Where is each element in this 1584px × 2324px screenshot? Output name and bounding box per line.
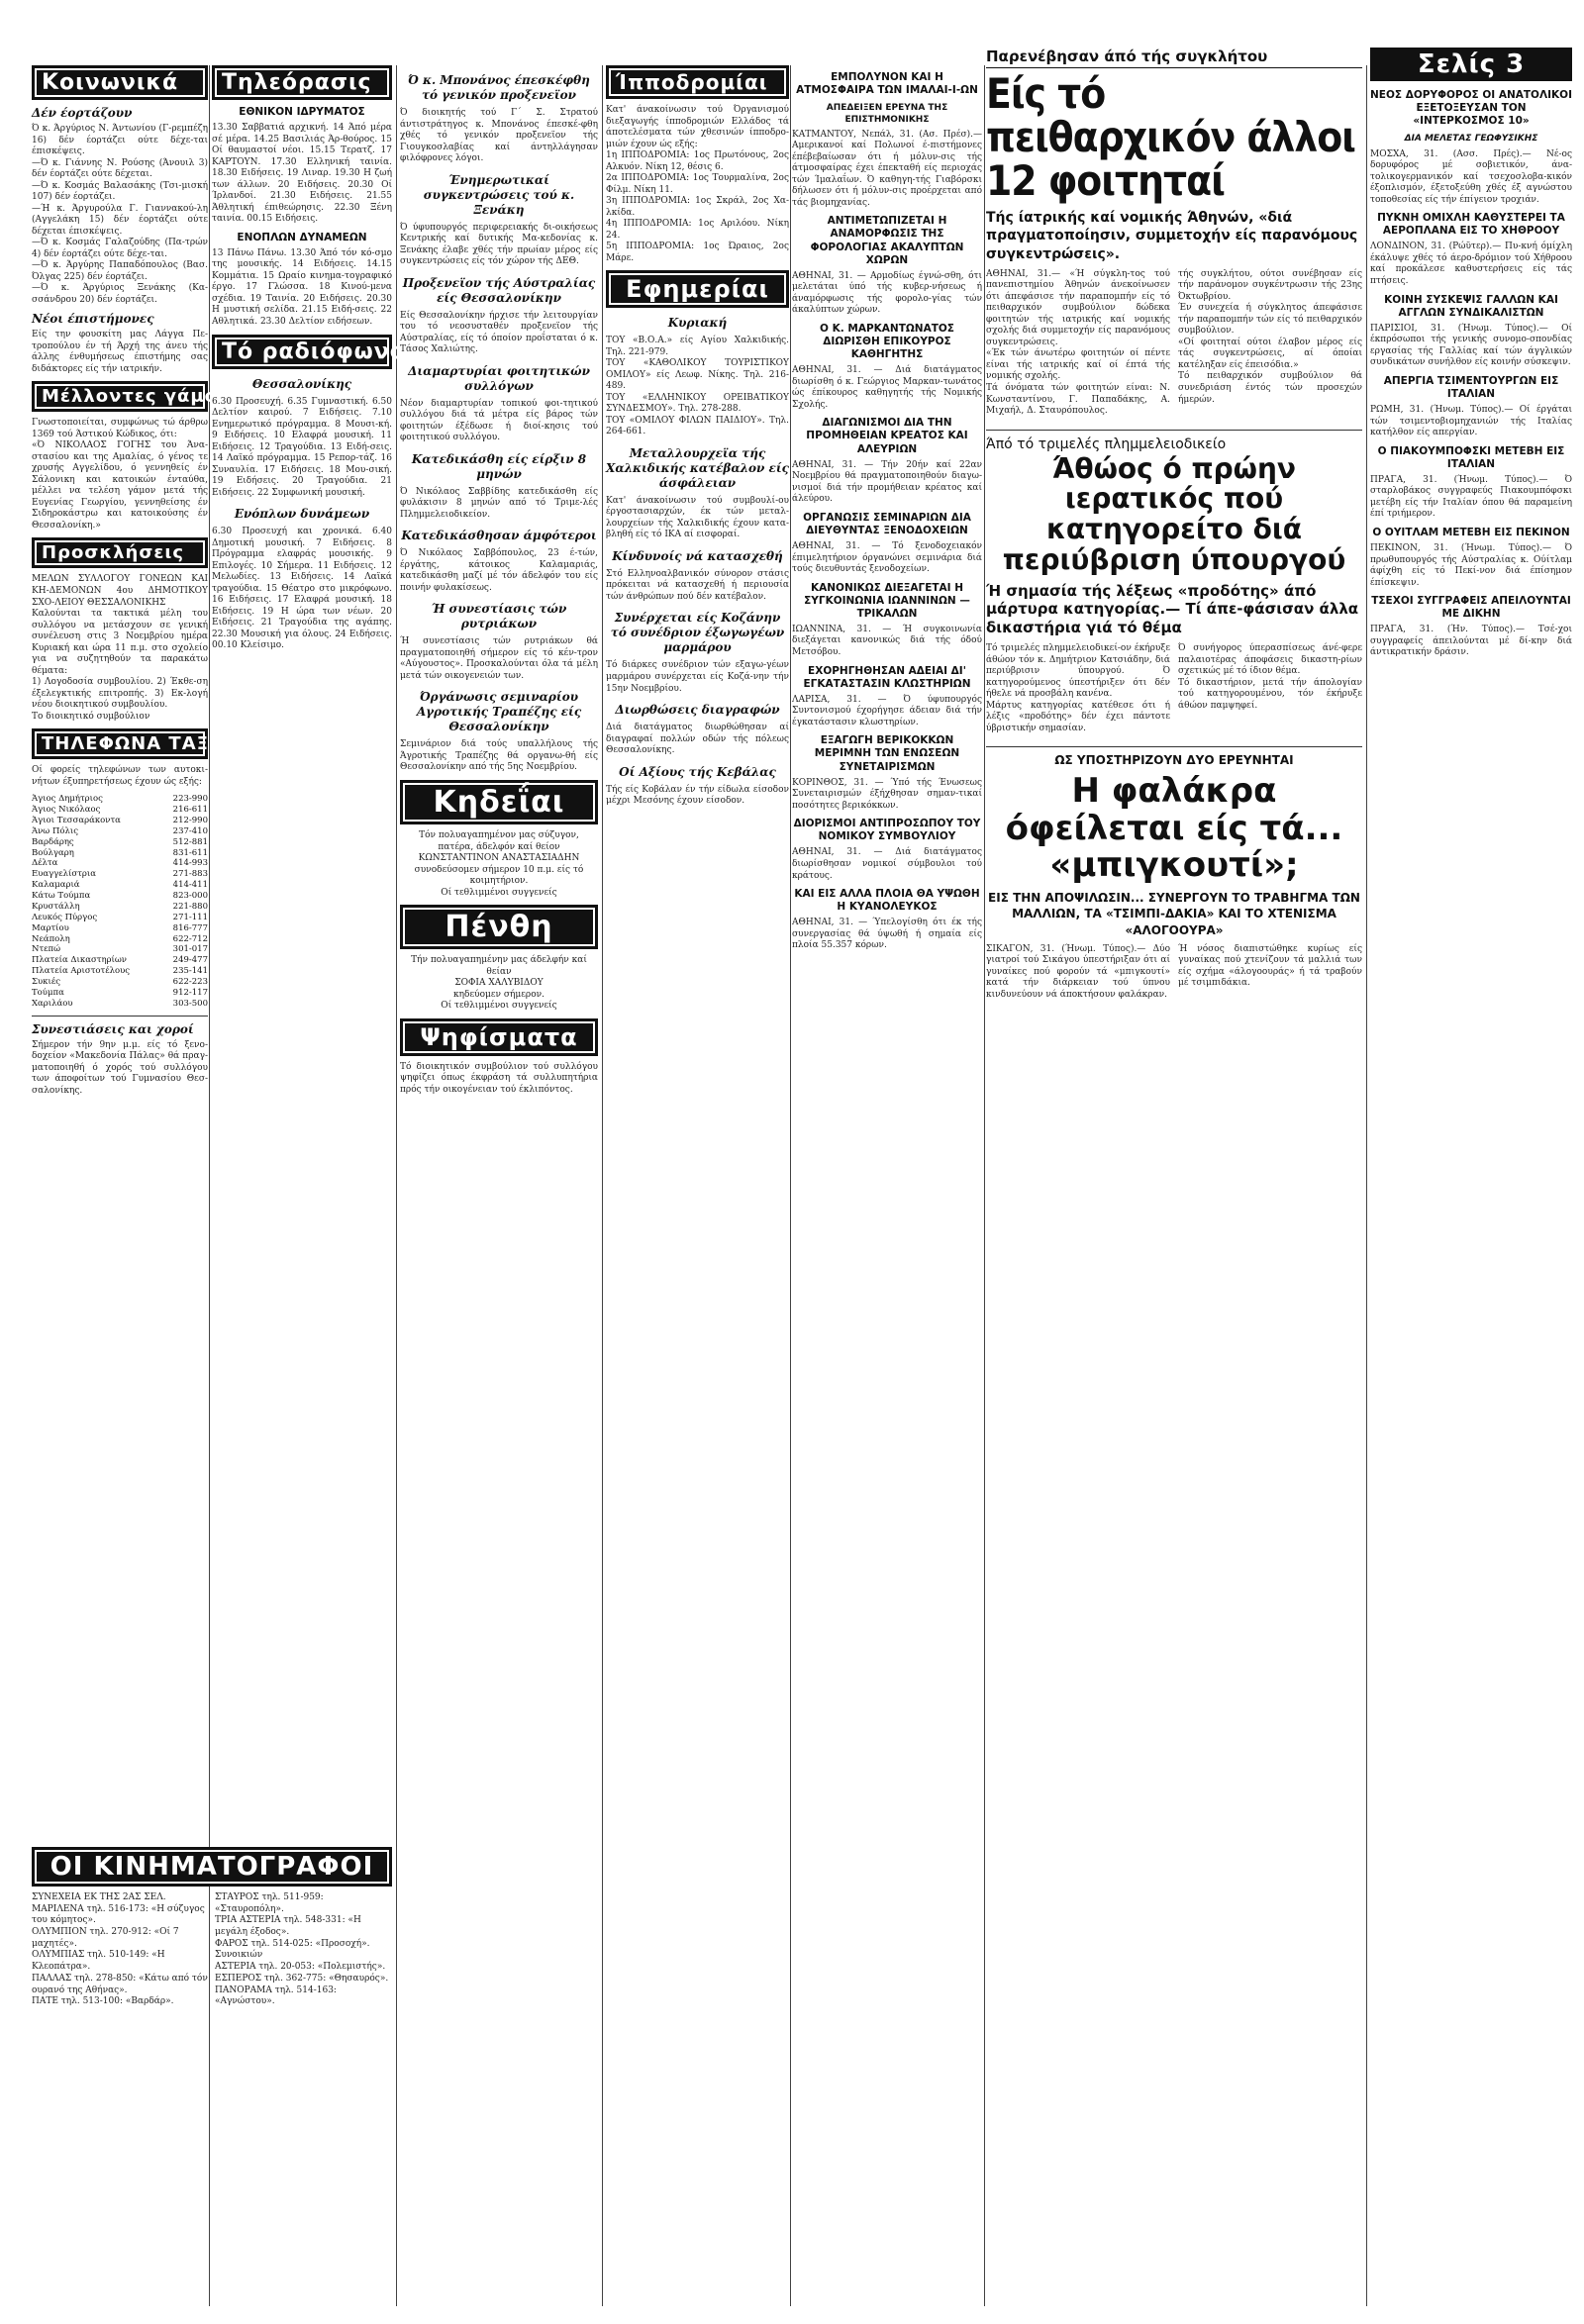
section-banner-tv: Τηλεόρασις: [212, 65, 392, 100]
article-title: Οί Αξίους τής Κεβάλας: [619, 764, 776, 779]
article-text: Ό διοικητής τού Γ΄ Σ. Στρατού άντιστράτηγος κ. Μπονάνος έπεσκέ-φθη χθές τό γενικόν προξενεϊον τής Γιουγκοσλαβίας καί άντηλλάγησαν φιλόφρονες λόγοι.: [400, 108, 598, 164]
taxi-phone-row: [32, 858, 208, 869]
taxi-phone-list: [32, 794, 208, 1010]
lead-text-right: τής συγκλήτου, ούτοι συνέβησαν είς τήν παράνομον συγκέντρωσιν τής 23ης Όκτωβρίου. Έν συνεχεία ή σύγκλητος άπεφάσισε τήν παραπομπήν τών είς τό πειθαρχικόν συμβούλιον. «Οί φοιτηταί ούτοι έλαβον μέρος είς τάς συγκεντρώσεις, αί όποίαι κατέληξαν είς έπεισόδια.» Τό πειθαρχικόν συμβούλιον θά συνεδριάση έντός τών προσεχών ήμερών.: [1178, 268, 1362, 405]
tv-text-eirt: 13.30 Σαββατιά αρχικνή. 14 Άπό μέρα σέ μέρα. 14.25 Βασιλιάς Άρ-θούρος. 15 Οί θαυμαστοί νέοι. 15.15 Τερατζ. 17 ΚΑΡΤΟΥΝ. 17.30 Ελληνική ταινία. 18.30 Ειδήσεις. 19 Λιναρ. 19.30 Η ζωή των άλλων. 20 Ειδήσεις. 20.30 Οί Ίρλανδοί. 21.30 Ειδήσεις. 21.55 Άθλητική έπιθεώρησις. 22.30 Ξένη ταινία. 00.15 Ειδήσεις.: [212, 123, 392, 225]
taxi-station-name: Βαρδάρης: [32, 836, 74, 847]
column-rule: [396, 65, 397, 2306]
divider: [986, 430, 1362, 431]
news-text: ΠΡΑΓΑ, 31. (Ήν. Τύπος).— Τσέ-χοι συγγραφείς άπειλούνται μέ δί-κην διά άντικρατικήν δράσιν.: [1370, 625, 1572, 658]
article-title: Όργάνωσις σεμιναρίου Αγροτικής Τραπέζης είς Θεσσαλονίκην: [416, 690, 582, 734]
news-subhead: ΔΙΑ ΜΕΛΕΤΑΣ ΓΕΩΦΥΣΙΚΗΣ: [1404, 134, 1538, 145]
taxi-station-number: 622-223: [172, 977, 208, 988]
efimeriai-text: ΤΟΥ «Β.Ο.Α.» είς Αγίου Χαλκιδικής. Τηλ. 221-979. ΤΟΥ «ΚΑΘΟΛΙΚΟΥ ΤΟΥΡΙΣΤΙΚΟΥ ΟΜΙΛΟΥ» είς Λεωφ. Νίκης. Τηλ. 216-489. ΤΟΥ «ΕΛΛΗΝΙΚΟΥ ΟΡΕΙΒΑΤΙΚΟΥ ΣΥΝΔΕΣΜΟΥ». Τηλ. 278-288. ΤΟΥ «ΟΜΙΛΟΥ ΦΙΛΩΝ ΠΑΙΔΙΟΥ». Τηλ. 264-661.: [606, 336, 789, 437]
article-text: Είς Θεσσαλονίκην ήρχισε τήν λειτουργίαν του τό νεοσυσταθέν προξενεϊον τής Αύστραλίας, είς τό όποίον προΐσταται ό κ. Τάσος Χαλιώτης.: [400, 310, 598, 355]
article-title: Διαμαρτυρίαι φοιτητικών συλλόγων: [408, 363, 590, 393]
taxi-station-name: Άγιος Δημήτριος: [32, 794, 103, 805]
cinema-banner-wrap: [32, 1847, 392, 1892]
taxi-station-name: Άγιοι Τεσσαράκοντα: [32, 815, 121, 825]
page-number-badge: Σελίς 3: [1370, 48, 1572, 81]
article-title: Συνέρχεται είς Κοζάνην τό συνέδριον έξωγωγέων μαρμάρου: [610, 611, 785, 655]
article-text: Σεμινάριον διά τούς υπαλλήλους τής Άγροτικής Τραπέζης θά οργανω-θή είς Θεσσαλονίκην από τής 5ης Νοεμβρίου.: [400, 739, 598, 773]
taxi-station-name: Μαρτίου: [32, 922, 69, 933]
taxi-phone-row: [32, 837, 208, 848]
taxi-phone-row: [32, 988, 208, 999]
news-text: ΡΩΜΗ, 31. (Ήνωμ. Τύπος).— Οί έργάται τών τσιμεντοβιομηχανιών τής Ιταλίας κατήλθον είς απεργίαν.: [1370, 405, 1572, 438]
article-text: Τής είς Κοβάλαν έν τήν είδωλα είσοδον μέχρι Μεσόνης έχουν είσοδον.: [606, 784, 789, 807]
taxi-station-number: 212-990: [172, 815, 208, 825]
news-headline: ΠΥΚΝΗ ΟΜΙΧΛΗ ΚΑΘΥΣΤΕΡΕΙ ΤΑ ΑΕΡΟΠΛΑΝΑ ΕΙΣ ΤΟ ΧΗΘΡΟΟΥ: [1377, 212, 1565, 238]
taxi-phone-row: [32, 913, 208, 923]
taxi-phone-row: [32, 794, 208, 805]
gamoi-text: Γνωστοποιείται, συμφώνως τώ άρθρω 1369 τού Άστικού Κώδικος, ότι: «Ό ΝΙΚΟΛΑΟΣ ΓΟΓΗΣ του Άνα-στασίου και της Αμαλίας, ό γένος τε χρυσής Αγγελίδου, ό γεννηθείς έν Σάλονικη και κατοικών ένταύθα, μέλλει να τελέση γάμον μετά τής Ευγενίας Γεωργίου, γεννηθείσης έν Σιδηροκάστρω και κατοικούσης έν Θεσσαλονίκη.»: [32, 418, 208, 531]
column-social: [32, 65, 227, 1839]
news-text: ΑΘΗΝΑΙ, 31. — Τήν 20ήν καί 22αν Νοεμβρίου θά πραγματοποιηθούν διαγω-νισμοί διά τήν προμήθειαν κρέατος καί άλεύρου.: [792, 459, 982, 505]
taxi-station-name: Πλατεία Αριστοτέλους: [32, 966, 131, 977]
tv-head-yened: ΕΝΟΠΛΩΝ ΔΥΝΑΜΕΩΝ: [237, 231, 367, 243]
taxi-station-name: Λευκός Πύργος: [32, 912, 98, 922]
article-title: Διωρθώσεις διαγραφών: [615, 703, 780, 718]
taxi-station-number: 303-500: [172, 998, 208, 1009]
article-text: Ή συνεστίασις τών ρυτριάκων θά πραγματοποιηθή σήμερον είς τό κέν-τρον «Αύγουστος». Προσκαλούνται όλα τά μέλη μετά τών οικογενειών των.: [400, 636, 598, 681]
section-banner-prosklisis: Προσκλήσεις: [32, 537, 208, 568]
taxi-phone-row: [32, 848, 208, 859]
taxi-station-name: Βούλγαρη: [32, 847, 74, 858]
taxi-station-name: Ντεπώ: [32, 944, 61, 955]
second-subhead: Ή σημασία τής λέξεως «προδότης» άπό μάρτυρα κατηγορίας.— Τί άπε-φάσισαν άλλα δικαστήρια γιά τό θέμα: [986, 581, 1359, 637]
news-text: ΜΟΣΧΑ, 31. (Ασσ. Πρές).— Νέ-ος δορυφόρος μέ σοβιετικόν, άνα-τολικογερμανικόν καί τσεχοσλοβα-κικόν έξοπλισμόν, έξετοξεύθη χθές έξ αγνώστου τοποθεσίας είς τήν έπίγειον τροχιάν.: [1370, 148, 1572, 205]
article-title: Κατεδικάσθησαν άμφότεροι: [401, 529, 597, 543]
article-text: Νέον διαμαρτυρίαν τοπικού φοι-τητικού συλλόγου διά τά μέτρα είς βάρος τών φοιτητών έξέδωσε ή διοί-κησις τού φοιτητικού συλλόγου.: [400, 398, 598, 443]
taxi-phone-row: [32, 826, 208, 837]
article-text: Στό Ελληνοαλβανικόν σύνορον στάσις πρόκειται νά κατασχεθή ή περιουσία τών άνθρώπων πού δέν κατέβαλον.: [606, 568, 789, 602]
taxi-phone-row: [32, 955, 208, 966]
radio-head-armed: Ενόπλων δυνάμεων: [234, 507, 370, 522]
news-headline: Ο Κ. ΜΑΡΚΑΝΤΩΝΑΤΟΣ ΔΙΩΡΙΣΘΗ ΕΠΙΚΟΥΡΟΣ ΚΑΘΗΓΗΤΗΣ: [820, 322, 954, 361]
radio-text-armed: 6.30 Προσευχή και χρονικά. 6.40 Δημοτική μουσική. 7 Ειδήσεις. 8 Πρόγραμμα ελαφράς μουσικής. 9 Επιλογές. 10 Σήμερα. 11 Ειδήσεις. 12 Μελωδίες. 13 Ειδήσεις. 14 Λαϊκά τραγούδια. 15 Θέατρο στο μικρόφωνο. 16 Ειδήσεις. 17 Ελαφρά μουσική. 18 Ειδήσεις. 19 Η ώρα των νέων. 20 Ειδήσεις. 21 Τραγούδια της αγάπης. 22.30 Μουσική για όλους. 24 Ειδήσεις. 00.10 Κλείσιμο.: [212, 527, 392, 651]
news-text: ΑΘΗΝΑΙ, 31. — Τό ξενοδοχειακόν έπιμελητήριον όργανώνει σεμινάρια διά τούς διευθυντάς ξενοδοχείων.: [792, 541, 982, 575]
third-body: [986, 944, 1362, 1008]
article-title: Ένημερωτικαί συγκεντρώσεις τού κ. Ξενάκη: [423, 172, 575, 217]
lead-body: [986, 269, 1362, 424]
taxi-station-name: Κρυστάλλη: [32, 901, 80, 912]
taxi-station-name: Άγιος Νικόλαος: [32, 805, 101, 816]
news-text: ΠΑΡΙΣΙΟΙ, 31. (Ήνωμ. Τύπος).— Οί έκπρόσωποι τής γενικής συνομο-σπονδίας εργασίας τής Γαλλίας καί τών άγγλικών συνδικάτων συνήλθον είς κοινήν σύσκεψιν.: [1370, 323, 1572, 368]
taxi-station-number: 912-117: [172, 987, 208, 998]
divider: [32, 1016, 208, 1017]
taxi-station-number: 831-611: [172, 847, 208, 858]
news-headline: ΝΕΟΣ ΔΟΡΥΦΟΡΟΣ ΟΙ ΑΝΑΤΟΛΙΚΟΙ ΕΞΕΤΟΞΕΥΣΑΝ ΤΟΝ «ΙΝΤΕΡΚΟΣΜΟΣ 10»: [1370, 89, 1572, 128]
article-title: Ό κ. Μπονάνος έπεσκέφθη τό γενικόν προξενεϊον: [408, 73, 590, 102]
column-tv-radio: [212, 65, 422, 1839]
prosklisis-text: ΜΕΛΩΝ ΣΥΛΛΟΓΟΥ ΓΟΝΕΩΝ ΚΑΙ ΚΗ-ΔΕΜΟΝΩΝ 4ου ΔΗΜΟΤΙΚΟΥ ΣΧΟ-ΛΕΙΟΥ ΘΕΣΣΑΛΟΝΙΚΗΣ Καλούνται τα τακτικά μέλη του συλλόγου να μετάσχουν σε γενική συνέλευση στις 3 Νοεμβρίου ημέρα Κυριακή και ώρα 11 π.μ. στο σχολείο για να συζητηθούν τα παρακάτω θέματα: 1) Λογοδοσία συμβουλίου. 2) Έκθε-ση έξελεγκτικής επιτροπής. 3) Εκ-λογή νέου διοικητικού συμβουλίου. Το διοικητικό συμβούλιον: [32, 574, 208, 722]
taxi-phone-row: [32, 816, 208, 826]
section-banner-cinema: ΟΙ ΚΙΝΗΜΑΤΟΓΡΑΦΟΙ: [32, 1847, 392, 1887]
news-text: ΑΘΗΝΑΙ, 31. — Διά διατάγματος διωρίσθησαν νομικοί σύμβουλοι τού κράτους.: [792, 847, 982, 881]
section-banner-ippodromiai: Ίπποδρομίαι: [606, 65, 789, 99]
section-title-synel: Συνεστιάσεις και χοροί: [32, 1021, 194, 1036]
taxi-station-number: 823-000: [172, 891, 208, 902]
news-text: ΑΘΗΝΑΙ, 31. — Διά διατάγματος διωρίσθη ό κ. Γεώργιος Μαρκαν-τωνάτος ώς έπίκουρος καθηγητής τής Νομικής Σχολής.: [792, 365, 982, 410]
taxi-phone-row: [32, 805, 208, 816]
divider: [986, 746, 1362, 747]
news-text: ΛΟΝΔΙΝΟΝ, 31. (Ρώϋτερ).— Πυ-κνή όμίχλη έκάλυψε χθές τό άερο-δρόμιον τού Χήθροου καί προκάλεσε καθυστερήσεις είς τάς πτήσεις.: [1370, 242, 1572, 286]
column-rule: [1366, 65, 1367, 2306]
lead-kicker: Παρενέβησαν άπό τής συγκλήτου: [986, 48, 1362, 68]
news-headline: ΕΧΟΡΗΓΗΘΗΣΑΝ ΑΔΕΙΑΙ ΔΙ' ΕΓΚΑΤΑΣΤΑΣΙΝ ΚΛΩΣΤΗΡΙΩΝ: [803, 664, 971, 690]
taxi-station-number: 512-881: [172, 836, 208, 847]
taxi-phone-row: [32, 999, 208, 1010]
news-headline: ΟΡΓΑΝΩΣΙΣ ΣΕΜΙΝΑΡΙΩΝ ΔΙΑ ΔΙΕΥΘΥΝΤΑΣ ΞΕΝΟΔΟΧΕΙΩΝ: [803, 511, 971, 536]
taxi-phone-row: [32, 880, 208, 891]
third-headline: Η φαλάκρα όφείλεται είς τά... «μπιγκουτί»;: [1005, 771, 1343, 885]
taxi-station-number: 223-990: [172, 794, 208, 805]
section-banner-efimeriai: Εφημερίαι: [606, 270, 789, 308]
taxi-station-number: 221-880: [172, 901, 208, 912]
taxi-station-name: Νεάπολη: [32, 933, 70, 944]
article-text: Ό Νικόλαος Σαββόπουλος, 23 έ-τών, έργάτης, κάτοικος Καλαμαριάς, κατεδικάσθη μαζί μέ τόν άδελφόν του είς ποινήν φυλακίσεως.: [400, 548, 598, 593]
column-lead-stories: [986, 48, 1362, 2306]
news-text: ΑΘΗΝΑΙ, 31. — Ύπελογίσθη ότι έκ τής συνεργασίας θά ύψωθή ή σημαία είς πλοία 55.357 κόρων.: [792, 918, 982, 951]
taxi-station-number: 414-993: [172, 858, 208, 869]
taxi-station-number: 622-712: [172, 933, 208, 944]
taxi-station-number: 271-111: [172, 912, 208, 922]
races-text: Κατ' άνακοίνωσιν τού Όργανισμού διεξαγωγής ίπποδρομιών Ελλάδος τά άποτελέσματα τών χθεσινών ίπποδρο-μιών έχουν ώς εξής: 1η ΙΠΠΟΔΡΟΜΙΑ: 1ος Πρωτόνους, 2ος Αλκυόν. Νίκη 12, θέσις 6. 2α ΙΠΠΟΔΡΟΜΙΑ: 1ος Τουρμαλίνα, 2ος Φίλμ. Νίκη 11. 3η ΙΠΠΟΔΡΟΜΙΑ: 1ος Σκράλ, 2ος Χα-λκίδα. 4η ΙΠΠΟΔΡΟΜΙΑ: 1ος Αριλόου. Νίκη 24. 5η ΙΠΠΟΔΡΟΜΙΑ: 1ος Ώραιος, 2ος Μάρε.: [606, 105, 789, 263]
taxi-station-number: 271-883: [172, 869, 208, 880]
third-text-right: Ή νόσος διαπιστώθηκε κυρίως είς γυναίκας πού χτενίζουν τά μαλλιά των είς σχήμα «άλογοουράς» ή τά τραβούν μέ τσιμπιδάκια.: [1178, 943, 1362, 989]
taxi-phone-row: [32, 869, 208, 880]
section-banner-penthi: Πένθη: [400, 905, 598, 949]
taxi-station-name: Πλατεία Δικαστηρίων: [32, 955, 127, 966]
section-title-eortes: Δέν έορτάζουν: [32, 106, 133, 120]
column-agency-news: [792, 65, 982, 2306]
article-title: Προξενεϊον τής Αύστραλίας είς Θεσσαλονίκην: [402, 275, 596, 305]
section-banner-kideia: Κηδεΐαι: [400, 780, 598, 824]
radio-text-thess: 6.30 Προσευχή. 6.35 Γυμναστική. 6.50 Δελτίον καιρού. 7 Ειδήσεις. 7.10 Ενημερωτικό πρόγραμμα. 8 Μουσι-κή. 9 Ειδήσεις. 10 Ελαφρά μουσική. 11 Ειδήσεις. 12 Τραγούδια. 13 Ειδή-σεις. 14 Λαϊκό πρόγραμμα. 15 Ρεπορ-τάζ. 16 Συναυλία. 17 Ειδήσεις. 18 Μου-σική. 19 Ειδήσεις. 20 Τραγούδια. 21 Ειδήσεις. 22 Συμφωνική μουσική.: [212, 396, 392, 498]
column-foreign-news: [1370, 48, 1572, 2306]
news-headline: ΔΙΟΡΙΣΜΟΙ ΑΝΤΙΠΡΟΣΩΠΟΥ ΤΟΥ ΝΟΜΙΚΟΥ ΣΥΜΒΟΥΛΙΟΥ: [793, 818, 981, 843]
taxi-phone-row: [32, 891, 208, 902]
neoi-text: Είς την φουσκίτη μας Λάγγα Πε-τροπούλου έν τή Άρχή της άνευ τής άλλης ένθυμήσεως έπιστήμης σας διδάκτορες είς τήν ιατρικήν.: [32, 330, 208, 374]
article-text: Διά διατάγματος διωρθώθησαν αί διαγραφαί πολλών οδών τής πόλεως Θεσσαλονίκης.: [606, 723, 789, 756]
tv-text-yened: 13 Πάνω Πάνω. 13.30 Άπό τόν κό-σμο της μουσικής. 14 Ειδήσεις. 14.15 Κομμάτια. 15 Ωραίο κινημα-τογραφικό έργο. 17 Γλώσσα. 18 Κινού-μενα σχέδια. 19 Ταινία. 20 Ειδήσεις. 20.30 Η μυστική σελίδα. 21.15 Ειδή-σεις. 22 Αθλητικά. 23.30 Δελτίον ειδήσεων.: [212, 247, 392, 327]
second-kicker: Άπό τό τριμελές πλημμελειοδικείο: [986, 436, 1227, 452]
section-banner-gamoi: Μέλλοντες γάμοι: [32, 381, 208, 412]
taxi-station-name: Χαριλάου: [32, 998, 73, 1009]
lead-text-left: ΑΘΗΝΑΙ, 31.— «Ή σύγκλη-τος τού πανεπιστημίου Άθηνών άνεκοίνωσεν ότι άπεφάσισε τήν παραπομπήν είς τό πειθαρχικόν συμβούλιον δώδεκα φοιτητών τής ιατρικής καί νομικής σχολής διά συμμετοχήν είς παρανόμους συγκεντρώσεις. «Έκ τών άνωτέρω φοιτητών οί πέντε είναι τής ιατρικής καί οί έπτά τής νομικής σχολής. Τά όνόματα τών φοιτητών είναι: Ν. Κωνσταντίνου, Γ. Παπαδάκης, Α. Μιχαήλ, Δ. Σταυρόπουλος.: [986, 268, 1170, 417]
taxi-station-name: Καλαμαριά: [32, 880, 80, 891]
second-text-left: Τό τριμελές πλημμελειοδικεί-ον έκήρυξε άθώον τόν κ. Δημήτριον Κατσιάδην, διά περιύβρισιν ύπουργού. Ό κατηγορούμενος ύπεστήριξεν ότι δέν ήθελε νά προσβάλη κανένα. Μάρτυς κατηγορίας κατέθεσε ότι ή λέξις «προδότης» δέν έχει πάντοτε ύβριστικήν σημασίαν.: [986, 642, 1170, 733]
section-banner-psifismata: Ψηφίσματα: [400, 1018, 598, 1056]
psifismata-text: Τό διοικητικόν συμβούλιον τού συλλόγου ψηφίζει όπως έκφράση τά συλλυπητήρια πρός τήν οικογένειαν τού έκλιπόντος.: [400, 1061, 598, 1095]
column-rule: [602, 65, 603, 2306]
column-local-news: [400, 65, 598, 2306]
article-text: Κατ' άνακοίνωσιν τού συμβουλί-ου έργοστασιαρχών, έκ τών μεταλ-λουρχείων τής Χαλκιδικής έχουν κατα-βληθή είς τό ΙΚΑ αί εισφοραί.: [606, 495, 789, 540]
article-title: Κίνδυνοίς νά κατασχεθή: [612, 548, 783, 563]
third-subhead: ΕΙΣ ΤΗΝ ΑΠΟΨΙΛΩΣΙΝ... ΣΥΝΕΡΓΟΥΝ ΤΟ ΤΡΑΒΗΓΜΑ ΤΩΝ ΜΑΛΛΙΩΝ, ΤΑ «ΤΣΙΜΠΙ-ΔΑΚΙΑ» ΚΑΙ ΤΟ ΧΤΕΝΙΣΜΑ «ΑΛΟΓΟΟΥΡΑ»: [988, 891, 1360, 937]
news-text: ΙΩΑΝΝΙΝΑ, 31. — Ή συγκοινωνία διεξάγεται κανονικώς διά τής όδού Μετσόβου.: [792, 624, 982, 657]
article-title: Κατεδικάσθη είς είρξιν 8 μηνών: [411, 451, 587, 481]
news-headline: ΕΞΑΓΩΓΗ ΒΕΡΙΚΟΚΚΩΝ ΜΕΡΙΜΝΗ ΤΩΝ ΕΝΩΣΕΩΝ ΣΥΝΕΤΑΙΡΙΣΜΩΝ: [814, 734, 960, 773]
taxi-station-name: Τούμπα: [32, 987, 64, 998]
section-banner-taxi: ΤΗΛΕΦΩΝΑ ΤΑΞΙ: [32, 728, 208, 759]
penthi-text: Τήν πολυαγαπημένην μας άδελφήν καί θείαν ΣΟΦΙΑ ΧΑΛΥΒΙΔΟΥ κηδεύομεν σήμερον. Οί τεθλιμμένοι συγγενείς: [411, 955, 587, 1012]
taxi-phone-row: [32, 944, 208, 955]
news-headline: ΚΑΙ ΕΙΣ ΑΛΛΑ ΠΛΟΙΑ ΘΑ ΥΨΩΘΗ Η ΚΥΑΝΟΛΕΥΚΟΣ: [794, 888, 980, 914]
cinema-list-left: ΣΥΝΕΧΕΙΑ ΕΚ ΤΗΣ 2ΑΣ ΣΕΛ. ΜΑΡΙΛΕΝΑ τηλ. 516-173: «Η σύζυγος του κόμητος». ΟΛΥΜΠΙΟΝ τηλ. 270-912: «Οί 7 μαχητές». ΟΛΥΜΠΙΑΣ τηλ. 510-149: «Η Κλεοπάτρα». ΠΑΛΛΑΣ τηλ. 278-850: «Κάτω από τόν ουρανό της Αθήνας». ΠΑΤΕ τηλ. 513-100: «Βαρδάρ».: [32, 1892, 208, 2007]
second-headline: Άθώος ό πρώην ιερατικός πού κατηγορείτο διά περιύβριση ύπουργού: [1002, 451, 1346, 576]
column-races: [606, 65, 789, 2306]
news-headline: ΕΜΠΟΛΥΝΟΝ ΚΑΙ Η ΑΤΜΟΣΦΑΙΡΑ ΤΩΝ ΙΜΑΛΑΙ-Ι-ΩΝ: [796, 71, 978, 97]
eortes-text: Ό κ. Άργύριος Ν. Άντωνίου (Γ-ρεμπέζη 16) δέν έορτάζει ούτε δέχε-ται έπισκέψεις. —Ό κ. Γιάννης Ν. Ρούσης (Άνουιλ 3) δέν έορτάζει ούτε δέχεται. —Ό κ. Κοσμάς Βαλασάκης (Τσι-μισκή 107) δέν έορτάζει. —Ή κ. Άργυρούλα Γ. Γιαννακού-λη (Αγγελάκη 15) δέν έορτάζει ούτε δέχεται έπισκέψεις. —Ό κ. Κοσμάς Γαλαζούδης (Πα-τρών 4) δέν έορτάζει ούτε δέχε-ται. —Ό κ. Άργύρης Παπαδόπουλος (Βασ. Όλγας 225) δέν έορτάζει. —Ό κ. Άργύριος Ξενάκης (Κα-σσάνδρου 20) δέν έορτάζει.: [32, 124, 208, 305]
news-headline: ΚΟΙΝΗ ΣΥΣΚΕΨΙΣ ΓΑΛΛΩΝ ΚΑΙ ΑΓΓΛΩΝ ΣΥΝΔΙΚΑΛΙΣΤΩΝ: [1384, 293, 1558, 319]
article-text: Τό διάρκες συνέδριον τών εξαγω-γέων μαρμάρου συνέρχεται είς Κοζά-νην τήν 15ην Νοεμβρίου.: [606, 660, 789, 694]
news-headline: Ο ΠΙΑΚΟΥΜΠΟΦΣΚΙ ΜΕΤΕΒΗ ΕΙΣ ΙΤΑΛΙΑΝ: [1377, 444, 1565, 470]
news-subhead: ΑΠΕΔΕΙΞΕΝ ΕΡΕΥΝΑ ΤΗΣ ΕΠΙΣΤΗΜΟΝΙΚΗΣ: [826, 103, 948, 125]
news-headline: ΑΠΕΡΓΙΑ ΤΣΙΜΕΝΤΟΥΡΓΩΝ ΕΙΣ ΙΤΑΛΙΑΝ: [1383, 374, 1559, 400]
article-text: Ό ύφυπουργός περιφερειακής δι-οικήσεως Κεντρικής καί δυτικής Μα-κεδονίας κ. Ξενάκης έλαβε χθές τήν πρωίαν μέρος είς συγκεντρώσεις είς τόν χώρον τής ΔΕΘ.: [400, 222, 598, 267]
taxi-station-number: 216-611: [172, 805, 208, 816]
column-rule: [790, 65, 791, 2306]
article-title: Ή συνεστίασις τών ρυτριάκων: [431, 602, 567, 631]
news-headline: ΔΙΑΓΩΝΙΣΜΟΙ ΔΙΑ ΤΗΝ ΠΡΟΜΗΘΕΙΑΝ ΚΡΕΑΤΟΣ ΚΑΙ ΑΛΕΥΡΙΩΝ: [806, 417, 968, 455]
cinema-list-right: ΣΤΑΥΡΟΣ τηλ. 511-959: «Σταυροπόλη». ΤΡΙΑ ΑΣΤΕΡΙΑ τηλ. 548-331: «Η μεγάλη έξοδος». ΦΑΡΟΣ τηλ. 514-025: «Προσοχή». Συνοικιών ΑΣΤΕΡΙΑ τηλ. 20-053: «Πολεμιστής». ΕΣΠΕΡΟΣ τηλ. 362-775: «Θησαυρός». ΠΑΝΟΡΑΜΑ τηλ. 514-163: «Αγνώστου».: [215, 1892, 389, 2007]
section-title-neoi: Νέοι έπιστήμονες: [32, 312, 154, 327]
lead-deck: Τής ίατρικής καί νομικής Άθηνών, «διά πραγματοποίησιν, συμμετοχήν είς παρανόμους συγκεντρώσεις».: [986, 210, 1358, 262]
taxi-station-name: Συκιές: [32, 977, 60, 988]
taxi-phone-row: [32, 902, 208, 913]
article-text: Ό Νικόλαος Σαββίδης κατεδικάσθη είς φυλάκισιν 8 μηνών από τό Τριμε-λές Πλημμελειοδικείον.: [400, 486, 598, 520]
lead-headline: Είς τό πειθαρχικόν άλλοι 12 φοιτηταί: [986, 69, 1355, 206]
news-headline: ΚΑΝΟΝΙΚΩΣ ΔΙΕΞΑΓΕΤΑΙ Η ΣΥΓΚΟΙΝΩΝΙΑ ΙΩΑΝΝΙΝΩΝ — ΤΡΙΚΑΛΩΝ: [804, 581, 970, 620]
news-text: ΚΟΡΙΝΘΟΣ, 31. — Ύπό τής Ένωσεως Συνεταιρισμών έξήχθησαν σημαν-τικαί ποσότητες βερικόκκων.: [792, 777, 982, 811]
taxi-station-number: 237-410: [172, 825, 208, 836]
taxi-station-name: Ευαγγελίστρια: [32, 869, 96, 880]
taxi-station-name: Κάτω Τούμπα: [32, 891, 91, 902]
taxi-phone-row: [32, 977, 208, 988]
radio-head-thess: Θεσσαλονίκης: [251, 376, 352, 391]
news-text: ΚΑΤΜΑΝΤΟΥ, Νεπάλ, 31. (Ασ. Πρέσ).— Αμερικανοί καί Πολωνοί έ-πιστήμονες έπέβεβαίωσαν ότι ή μόλυν-σις τής άτμοσφαίρας έχει έπεκταθή είς περιοχάς τών Ίμαλαΐων. Ό καθηγη-τής Γιαβόρσκι δήλωσεν ότι ή μόλυν-σις προέρχεται από τάς βιομηχανίας.: [792, 129, 982, 208]
third-text-left: ΣΙΚΑΓΟΝ, 31. (Ήνωμ. Τύπος).— Δύο γιατροί τού Σικάγου ύπεστήριξαν ότι αί γυναίκες πού φορούν τά «μπιγκουτί» κατά τήν διάρκειαν τού ύπνου κινδυνεύουν νά άποκτήσουν φαλάκραν.: [986, 943, 1170, 1000]
cinema-listing: [32, 1892, 392, 2014]
efimeriai-head: Κυριακή: [667, 316, 728, 331]
taxi-station-name: Άνω Πόλις: [32, 825, 78, 836]
article-title: Μεταλλουρχεϊα τής Χαλκιδικής κατέβαλον είς άσφάλειαν: [606, 445, 789, 490]
news-text: ΛΑΡΙΣΑ, 31. — Ό ύφυπουργός Συντονισμού έχορήγησε άδειαν διά τήν έγκατάστασιν κλωστηρίων.: [792, 694, 982, 727]
tv-head-eirt: ΕΘΝΙΚΟΝ ΙΔΡΥΜΑΤΟΣ: [239, 106, 365, 118]
taxi-station-number: 249-477: [172, 955, 208, 966]
taxi-phone-row: [32, 923, 208, 934]
section-banner-radio: Τό ραδιόφωνον: [212, 335, 392, 369]
news-headline: Ο ΟΥΙΤΛΑΜ ΜΕΤΕΒΗ ΕΙΣ ΠΕΚΙΝΟΝ: [1372, 526, 1570, 538]
taxi-station-number: 816-777: [172, 922, 208, 933]
taxi-phone-row: [32, 934, 208, 945]
second-body: [986, 643, 1362, 740]
second-text-right: Ό συνήγορος ύπερασπίσεως άνέ-φερε παλαιοτέρας άποφάσεις δικαστη-ρίων σχετικώς μέ τό ίδιον θέμα. Τό δικαστήριον, μετά τήν άπολογίαν τού κατηγορουμένου, τόν έκήρυξε άθώον παμψηφεί.: [1178, 642, 1362, 711]
taxi-intro: Οί φορείς τηλεφώνων των αυτοκι-νήτων έξυπηρετήσεως έχουν ώς εξής:: [32, 765, 208, 787]
taxi-phone-row: [32, 966, 208, 977]
news-text: ΠΡΑΓΑ, 31. (Ήνωμ. Τύπος).— Ό σταρλοβάκος συγγραφεύς Πιακουμπόφσκι μετέβη είς τήν Ιταλίαν όπου θά παραμείνη έπί τριήμερον.: [1370, 474, 1572, 520]
section-banner-social: Κοινωνικά: [32, 65, 208, 100]
news-headline: ΤΣΕΧΟΙ ΣΥΓΓΡΑΦΕΙΣ ΑΠΕΙΛΟΥΝΤΑΙ ΜΕ ΔΙΚΗΝ: [1371, 595, 1571, 621]
taxi-station-name: Δέλτα: [32, 858, 58, 869]
column-rule: [984, 65, 985, 2306]
taxi-station-number: 235-141: [172, 966, 208, 977]
taxi-station-number: 301-017: [172, 944, 208, 955]
kideia-text: Τόν πολυαγαπημένον μας σύζυγον, πατέρα, άδελφόν καί θείον ΚΩΝΣΤΑΝΤΙΝΟΝ ΑΝΑΣΤΑΣΙΑΔΗΝ συνοδεύσομεν σήμερον 10 π.μ. είς τό κοιμητήριον. Οί τεθλιμμένοι συγγενείς: [414, 829, 584, 898]
news-text: ΑΘΗΝΑΙ, 31. — Αρμοδίως έγνώ-σθη, ότι μελετάται ύπό τής κυβερ-νήσεως ή άναμόρφωσις τής φορολο-γίας τών άκαλύπτων χώρων.: [792, 270, 982, 316]
third-kicker: ΩΣ ΥΠΟΣΤΗΡΙΖΟΥΝ ΔΥΟ ΕΡΕΥΝΗΤΑΙ: [1054, 753, 1294, 768]
taxi-station-number: 414-411: [172, 880, 208, 891]
news-text: ΠΕΚΙΝΟΝ, 31. (Ήνωμ. Τύπος).— Ό πρωθυπουργός τής Αύστραλίας κ. Ούίτλαμ άφίχθη είς τό Πεκί-νον διά έπίσημον έπίσκεψιν.: [1370, 543, 1572, 588]
synel-text: Σήμερον τήν 9ην μ.μ. είς τό ξενο-δοχείον «Μακεδονία Πάλας» θά πραγ-ματοποιηθή ό χορός τού συλλόγου των άποφοίτων τού Γυμνασίου Θεσ-σαλονίκης.: [32, 1039, 208, 1096]
news-headline: ΑΝΤΙΜΕΤΩΠΙΖΕΤΑΙ Η ΑΝΑΜΟΡΦΩΣΙΣ ΤΗΣ ΦΟΡΟΛΟΓΙΑΣ ΑΚΑΛΥΠΤΩΝ ΧΩΡΩΝ: [810, 215, 964, 266]
